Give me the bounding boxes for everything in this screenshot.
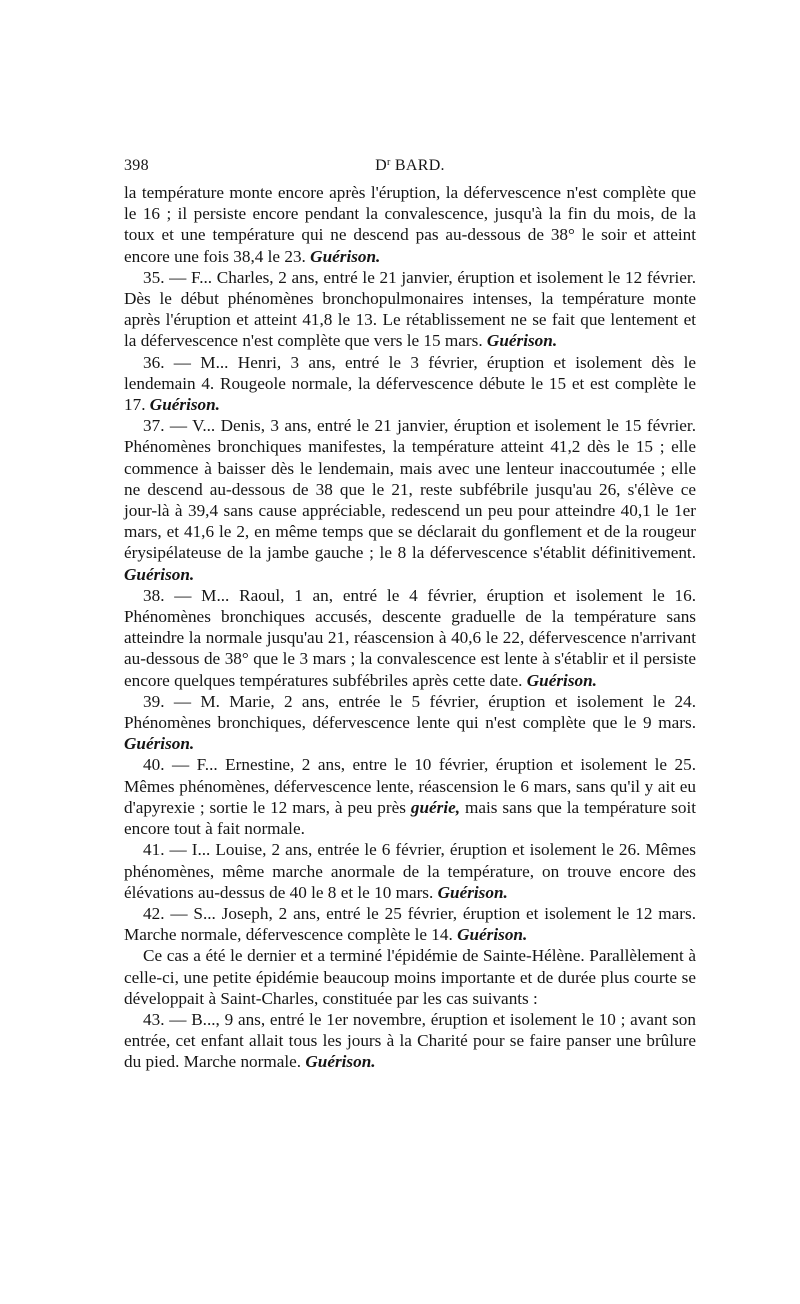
case-42: 42. — S... Joseph, 2 ans, entré le 25 février, éruption et isolement le 12 mars. Marche normale, défervescence complète le 14. Guérison. [124,903,696,945]
case-39: 39. — M. Marie, 2 ans, entrée le 5 février, éruption et isolement le 24. Phénomènes bronchiques, défervescence lente qui n'est complète que le 9 mars. Guérison. [124,691,696,754]
outcome-label: Guérison. [124,734,195,754]
outcome-label: Guérison. [486,331,558,351]
outcome-label: Guérison. [305,1052,376,1072]
case-41: 41. — I... Louise, 2 ans, entrée le 6 février, éruption et isolement le 26. Mêmes phénomènes, même marche anormale de la température, on trouve encore des élévations au-dessus de 40 le 8 et le 10 mars. Guérison. [124,840,696,902]
paragraph-continuation: la température monte encore après l'éruption, la défervescence n'est complète que le 16 ; il persiste encore pendant la convalescence, jusqu'à la fin du mois, de la toux et une température qui ne descend pas au-dessous de 38° le soir et atteint encore une fois 38,4 le 23. Guérison. [124,183,696,266]
outcome-label: Guérison. [310,246,381,266]
case-36: 36. — M... Henri, 3 ans, entré le 3 février, éruption et isolement dès le lendemain 4. Rougeole normale, la défervescence débute le 15 et est complète le 17. Guérison. [124,352,696,415]
page-number: 398 [124,157,149,174]
outcome-label: Guérison. [124,564,195,584]
case-40: 40. — F... Ernestine, 2 ans, entre le 10 février, éruption et isolement le 25. Mêmes phénomènes, défervescence lente, réascension le 6 mars, sans qu'il y ait eu d'apyrexie ; sortie le 12 mars, à peu près guérie, mais sans que la température soit encore tout à fait normale. [124,755,697,839]
outcome-label: Guérison. [437,882,508,902]
case-37: 37. — V... Denis, 3 ans, entré le 21 janvier, éruption et isolement le 15 février. Phénomènes bronchiques manifestes, la température atteint 41,2 dès le 15 ; elle commence à baisser dès le lendemain, mais avec une lenteur inaccoutumée ; elle ne descend au-dessous de 38 que le 21, reste subfébrile jusqu'au 26, s'élève ce jour-là à 39,4 sans cause appréciable, redescend un peu pour atteindre 40,1 le 1er mars, et 41,6 le 2, en même temps que se déclarait du gonflement et de la rougeur érysipélateuse de la jambe gauche ; le 8 la défervescence s'établit définitivement. Guérison. [124,416,696,584]
outcome-label: Guérison. [526,670,597,690]
text-body [124,182,696,1073]
outcome-label: guérie, [410,797,461,817]
paragraph-saint-charles: Ce cas a été le dernier et a terminé l'épidémie de Sainte-Hélène. Parallèlement à celle-ci, une petite épidémie beaucoup moins importante et de durée plus courte se développait à Saint-Charles, constituée par les cas suivants : [124,946,696,1008]
running-head: $D^r$ BARD. [375,157,445,174]
outcome-label: Guérison. [457,925,528,945]
case-38: 38. — M... Raoul, 1 an, entré le 4 février, éruption et isolement le 16. Phénomènes bronchiques accusés, descente graduelle de la température sans atteindre la normale jusqu'au 21, réascension à 40,6 le 22, défervescence n'arrivant au-dessous de 38° que le 3 mars ; la convalescence est lente à s'établir et il persiste encore quelques températures subfébriles après cette date. Guérison. [124,585,696,690]
outcome-label: Guérison. [149,395,220,415]
case-43: 43. — B..., 9 ans, entré le 1er novembre, éruption et isolement le 10 ; avant son entrée, cet enfant allait tous les jours à la Charité pour se faire panser une brûlure du pied. Marche normale. Guérison. [124,1009,696,1072]
case-35: 35. — F... Charles, 2 ans, entré le 21 janvier, éruption et isolement le 12 février. Dès le début phénomènes bronchopulmonaires intenses, la température monte après l'éruption et atteint 41,8 le 13. Le rétablissement ne se fait que lentement et la défervescence n'est complète que vers le 15 mars. Guérison. [124,267,696,351]
